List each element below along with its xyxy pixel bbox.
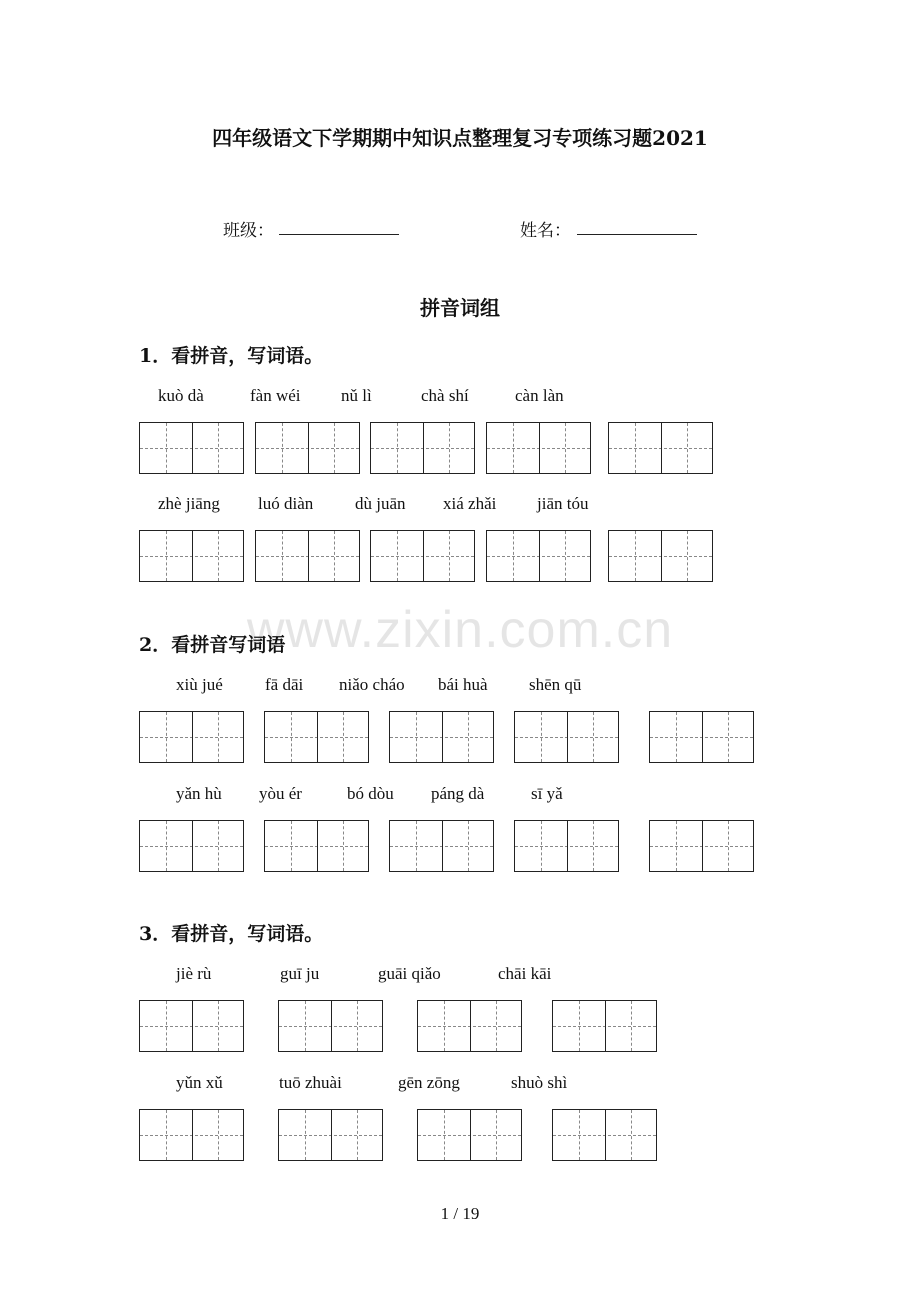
writing-box[interactable] bbox=[514, 820, 619, 872]
writing-box[interactable] bbox=[608, 422, 713, 474]
writing-box[interactable] bbox=[255, 530, 360, 582]
pinyin-label: jiān tóu bbox=[537, 494, 589, 513]
pinyin-label: yǎn hù bbox=[176, 784, 222, 803]
pinyin-label: kuò dà bbox=[158, 386, 204, 405]
class-blank-line bbox=[279, 234, 399, 235]
writing-box[interactable] bbox=[389, 711, 494, 763]
pinyin-label: fā dāi bbox=[265, 675, 304, 694]
document-title: 四年级语文下学期期中知识点整理复习专项练习题2021 bbox=[212, 126, 708, 150]
writing-box[interactable] bbox=[139, 1000, 244, 1052]
writing-box[interactable] bbox=[255, 422, 360, 474]
writing-box[interactable] bbox=[139, 422, 244, 474]
pinyin-label: jiè rù bbox=[176, 964, 212, 983]
pinyin-label: chāi kāi bbox=[498, 964, 552, 983]
pinyin-label: sī yǎ bbox=[531, 784, 563, 803]
class-label: 班级： bbox=[223, 221, 274, 241]
pinyin-label: yòu ér bbox=[259, 784, 302, 803]
writing-box[interactable] bbox=[649, 820, 754, 872]
pinyin-label: guī ju bbox=[280, 964, 320, 983]
pinyin-label: chà shí bbox=[421, 386, 469, 405]
pinyin-label: fàn wéi bbox=[250, 386, 301, 405]
writing-box[interactable] bbox=[264, 820, 369, 872]
pinyin-label: shuò shì bbox=[511, 1073, 568, 1092]
pinyin-label: gēn zōng bbox=[398, 1073, 460, 1092]
writing-box[interactable] bbox=[417, 1109, 522, 1161]
writing-box[interactable] bbox=[278, 1109, 383, 1161]
question-2-heading: 2．看拼音写词语 bbox=[139, 634, 286, 656]
writing-box[interactable] bbox=[139, 530, 244, 582]
pinyin-label: páng dà bbox=[431, 784, 485, 803]
pinyin-label: shēn qū bbox=[529, 675, 582, 694]
writing-box[interactable] bbox=[278, 1000, 383, 1052]
pinyin-label: bái huà bbox=[438, 675, 488, 694]
pinyin-label: càn làn bbox=[515, 386, 564, 405]
writing-box[interactable] bbox=[264, 711, 369, 763]
watermark: www.zixin.com.cn bbox=[246, 601, 674, 659]
writing-box[interactable] bbox=[608, 530, 713, 582]
pinyin-label: tuō zhuài bbox=[279, 1073, 342, 1092]
pinyin-label: luó diàn bbox=[258, 494, 314, 513]
writing-box[interactable] bbox=[389, 820, 494, 872]
pinyin-label: dù juān bbox=[355, 494, 406, 513]
pinyin-label: xiá zhǎi bbox=[443, 494, 497, 513]
question-3-heading: 3．看拼音，写词语。 bbox=[139, 923, 324, 945]
page-number: 1 / 19 bbox=[440, 1204, 480, 1223]
writing-box[interactable] bbox=[370, 530, 475, 582]
writing-box[interactable] bbox=[552, 1000, 657, 1052]
pinyin-label: xiù jué bbox=[176, 675, 223, 694]
writing-box[interactable] bbox=[139, 711, 244, 763]
pinyin-label: yǔn xǔ bbox=[176, 1073, 223, 1092]
writing-box[interactable] bbox=[486, 530, 591, 582]
writing-box[interactable] bbox=[486, 422, 591, 474]
name-label: 姓名： bbox=[520, 221, 571, 241]
pinyin-label: nǔ lì bbox=[341, 386, 372, 405]
writing-box[interactable] bbox=[649, 711, 754, 763]
writing-box[interactable] bbox=[370, 422, 475, 474]
writing-box[interactable] bbox=[417, 1000, 522, 1052]
pinyin-label: niǎo cháo bbox=[339, 675, 405, 694]
pinyin-label: zhè jiāng bbox=[158, 494, 220, 513]
section-title: 拼音词组 bbox=[420, 296, 500, 320]
writing-box[interactable] bbox=[514, 711, 619, 763]
pinyin-label: guāi qiǎo bbox=[378, 964, 441, 983]
writing-box[interactable] bbox=[552, 1109, 657, 1161]
writing-box[interactable] bbox=[139, 820, 244, 872]
question-1-heading: 1．看拼音，写词语。 bbox=[139, 345, 324, 367]
pinyin-label: bó dòu bbox=[347, 784, 394, 803]
writing-box[interactable] bbox=[139, 1109, 244, 1161]
name-blank-line bbox=[577, 234, 697, 235]
